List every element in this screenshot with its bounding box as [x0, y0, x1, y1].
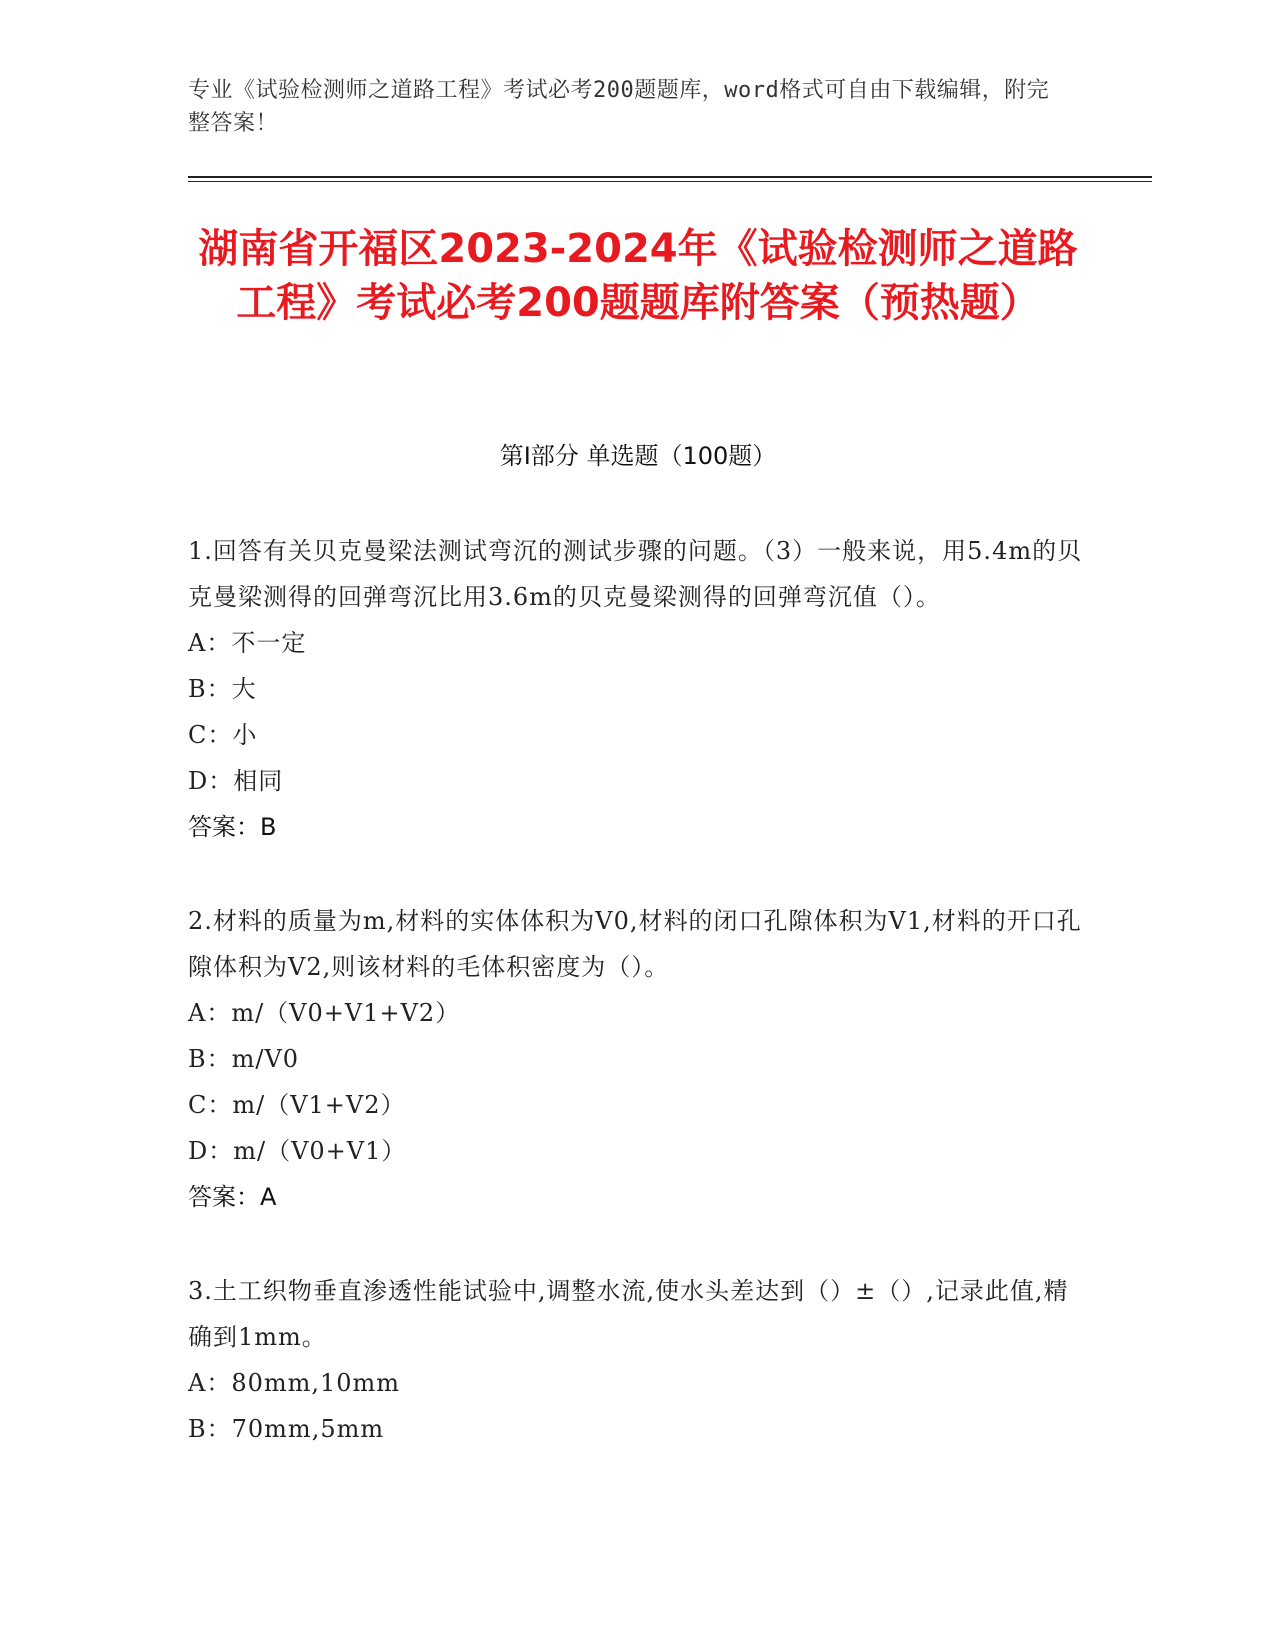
option-a: A：m/（V0+V1+V2）	[188, 999, 461, 1027]
option-c: C：m/（V1+V2）	[188, 1091, 406, 1119]
answer: 答案：A	[188, 1183, 277, 1211]
header-divider	[188, 176, 1152, 178]
question-2	[188, 898, 1088, 1220]
question-3	[188, 1268, 1088, 1452]
option-a: A：80mm,10mm	[188, 1369, 401, 1397]
section-title: 第I部分 单选题（100题）	[499, 442, 777, 470]
option-b: B：70mm,5mm	[188, 1415, 385, 1443]
header-note: 专业《试验检测师之道路工程》考试必考200题题库，word格式可自由下载编辑，附完整答案！	[188, 78, 1050, 136]
document-title: 湖南省开福区2023-2024年《试验检测师之道路工程》考试必考200题题库附答案（预热题）	[198, 226, 1078, 326]
header-divider-thin	[188, 181, 1152, 182]
question-list	[188, 528, 1088, 1500]
option-d: D：相同	[188, 767, 284, 795]
option-a: A：不一定	[188, 629, 307, 657]
question-stem: 1.回答有关贝克曼梁法测试弯沉的测试步骤的问题。（3）一般来说，用5.4m的贝克曼梁测得的回弹弯沉比用3.6m的贝克曼梁测得的回弹弯沉值（）。	[188, 537, 1083, 611]
question-1	[188, 528, 1088, 850]
question-stem: 3.土工织物垂直渗透性能试验中,调整水流,使水头差达到（）±（）,记录此值,精确到1mm。	[188, 1277, 1069, 1351]
option-d: D：m/（V0+V1）	[188, 1137, 407, 1165]
option-b: B：大	[188, 675, 257, 703]
question-stem: 2.材料的质量为m,材料的实体体积为V0,材料的闭口孔隙体积为V1,材料的开口孔隙体积为V2,则该材料的毛体积密度为（）。	[188, 907, 1082, 981]
option-c: C：小	[188, 721, 258, 749]
answer: 答案：B	[188, 813, 277, 841]
option-b: B：m/V0	[188, 1045, 300, 1073]
